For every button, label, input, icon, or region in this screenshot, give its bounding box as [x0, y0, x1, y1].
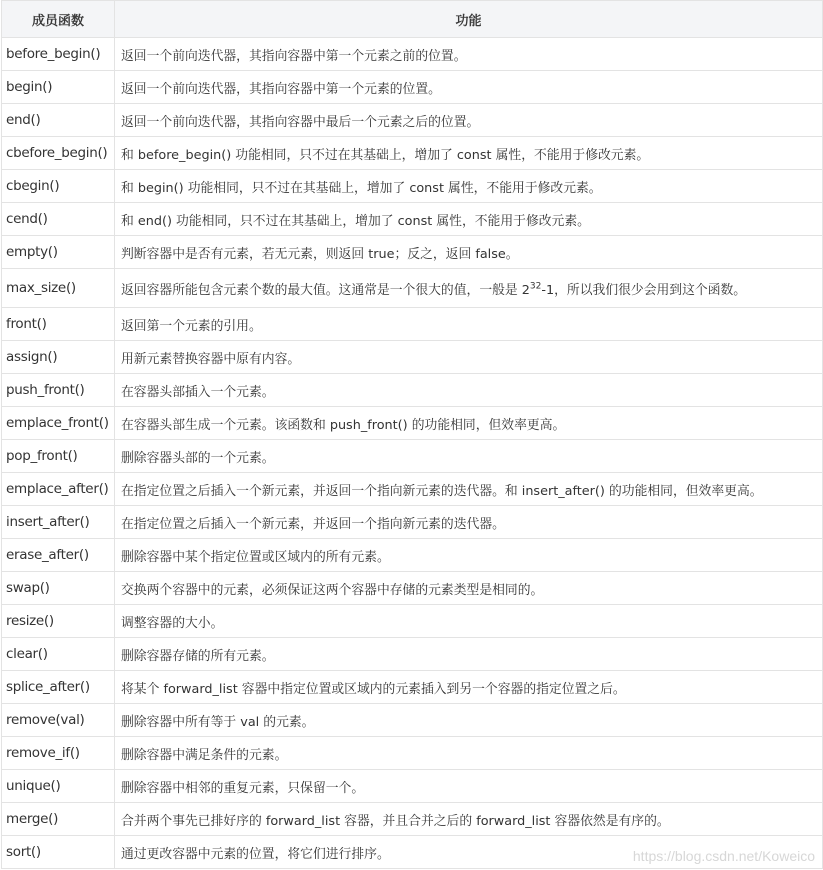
function-description: 删除容器中相邻的重复元素，只保留一个。: [115, 770, 823, 803]
member-function-table: [1, 0, 823, 869]
table-row: [2, 137, 823, 170]
watermark: https://blog.csdn.net/Koweico: [632, 848, 815, 864]
member-function-name: before_begin(): [2, 38, 115, 71]
function-description: 返回第一个元素的引用。: [115, 308, 823, 341]
description-text: -1，所以我们很少会用到这个函数。: [541, 282, 747, 298]
member-function-name: cend(): [2, 203, 115, 236]
function-description: 合并两个事先已排好序的 forward_list 容器，并且合并之后的 forward_list 容器依然是有序的。: [115, 803, 823, 836]
member-function-name: clear(): [2, 638, 115, 671]
function-description: 和 before_begin() 功能相同，只不过在其基础上，增加了 const 属性，不能用于修改元素。: [115, 137, 823, 170]
function-description: 删除容器中满足条件的元素。: [115, 737, 823, 770]
table-row: [2, 104, 823, 137]
table-header-row: [2, 1, 823, 38]
function-description: 在指定位置之后插入一个新元素，并返回一个指向新元素的迭代器。: [115, 506, 823, 539]
function-description: 返回一个前向迭代器，其指向容器中最后一个元素之后的位置。: [115, 104, 823, 137]
function-description: 用新元素替换容器中原有内容。: [115, 341, 823, 374]
table-row: [2, 539, 823, 572]
function-description: 返回一个前向迭代器，其指向容器中第一个元素之前的位置。: [115, 38, 823, 71]
member-function-name: sort(): [2, 836, 115, 869]
member-function-name: remove(val): [2, 704, 115, 737]
table-row: [2, 440, 823, 473]
function-description: 判断容器中是否有元素，若无元素，则返回 true；反之，返回 false。: [115, 236, 823, 269]
function-description: 通过更改容器中元素的位置，将它们进行排序。: [115, 836, 823, 869]
table-row: [2, 236, 823, 269]
table-row: [2, 203, 823, 236]
function-description: 删除容器头部的一个元素。: [115, 440, 823, 473]
member-function-name: emplace_after(): [2, 473, 115, 506]
member-function-name: merge(): [2, 803, 115, 836]
member-function-name: push_front(): [2, 374, 115, 407]
member-function-name: resize(): [2, 605, 115, 638]
member-function-name: empty(): [2, 236, 115, 269]
member-function-name: erase_after(): [2, 539, 115, 572]
function-description: 交换两个容器中的元素，必须保证这两个容器中存储的元素类型是相同的。: [115, 572, 823, 605]
member-function-name: pop_front(): [2, 440, 115, 473]
table-row: [2, 341, 823, 374]
table-row: [2, 737, 823, 770]
exponent: 32: [529, 281, 542, 292]
table-row: [2, 572, 823, 605]
member-function-name: max_size(): [2, 269, 115, 308]
description-text: 返回容器所能包含元素个数的最大值。这通常是一个很大的值，一般是 2: [121, 282, 530, 298]
member-function-name: splice_after(): [2, 671, 115, 704]
function-description: [115, 269, 823, 308]
table-row: [2, 269, 823, 308]
table-row: [2, 38, 823, 71]
table-row: [2, 704, 823, 737]
function-description: 删除容器中某个指定位置或区域内的所有元素。: [115, 539, 823, 572]
table-row: [2, 374, 823, 407]
table-row: [2, 71, 823, 104]
function-description: 在指定位置之后插入一个新元素，并返回一个指向新元素的迭代器。和 insert_after() 的功能相同，但效率更高。: [115, 473, 823, 506]
table-row: [2, 407, 823, 440]
function-description: 和 begin() 功能相同，只不过在其基础上，增加了 const 属性，不能用于修改元素。: [115, 170, 823, 203]
function-description: 将某个 forward_list 容器中指定位置或区域内的元素插入到另一个容器的指定位置之后。: [115, 671, 823, 704]
member-function-name: emplace_front(): [2, 407, 115, 440]
table-row: [2, 605, 823, 638]
function-description: 调整容器的大小。: [115, 605, 823, 638]
header-function: 功能: [115, 1, 823, 38]
member-function-name: unique(): [2, 770, 115, 803]
table-row: [2, 308, 823, 341]
table-row: [2, 506, 823, 539]
member-function-name: swap(): [2, 572, 115, 605]
header-member-function: 成员函数: [2, 1, 115, 38]
function-description: 在容器头部插入一个元素。: [115, 374, 823, 407]
function-description: 删除容器中所有等于 val 的元素。: [115, 704, 823, 737]
table-row: [2, 671, 823, 704]
table-row: [2, 638, 823, 671]
table-row: [2, 770, 823, 803]
table-row: [2, 473, 823, 506]
member-function-name: front(): [2, 308, 115, 341]
member-function-name: insert_after(): [2, 506, 115, 539]
member-function-name: end(): [2, 104, 115, 137]
member-function-name: remove_if(): [2, 737, 115, 770]
member-function-name: begin(): [2, 71, 115, 104]
table-row: [2, 803, 823, 836]
table-body: [2, 38, 823, 869]
function-description: 返回一个前向迭代器，其指向容器中第一个元素的位置。: [115, 71, 823, 104]
table-row: [2, 170, 823, 203]
function-description: 在容器头部生成一个元素。该函数和 push_front() 的功能相同，但效率更高。: [115, 407, 823, 440]
member-function-name: cbegin(): [2, 170, 115, 203]
member-function-name: cbefore_begin(): [2, 137, 115, 170]
function-description: 删除容器存储的所有元素。: [115, 638, 823, 671]
member-function-name: assign(): [2, 341, 115, 374]
function-description: 和 end() 功能相同，只不过在其基础上，增加了 const 属性，不能用于修改元素。: [115, 203, 823, 236]
